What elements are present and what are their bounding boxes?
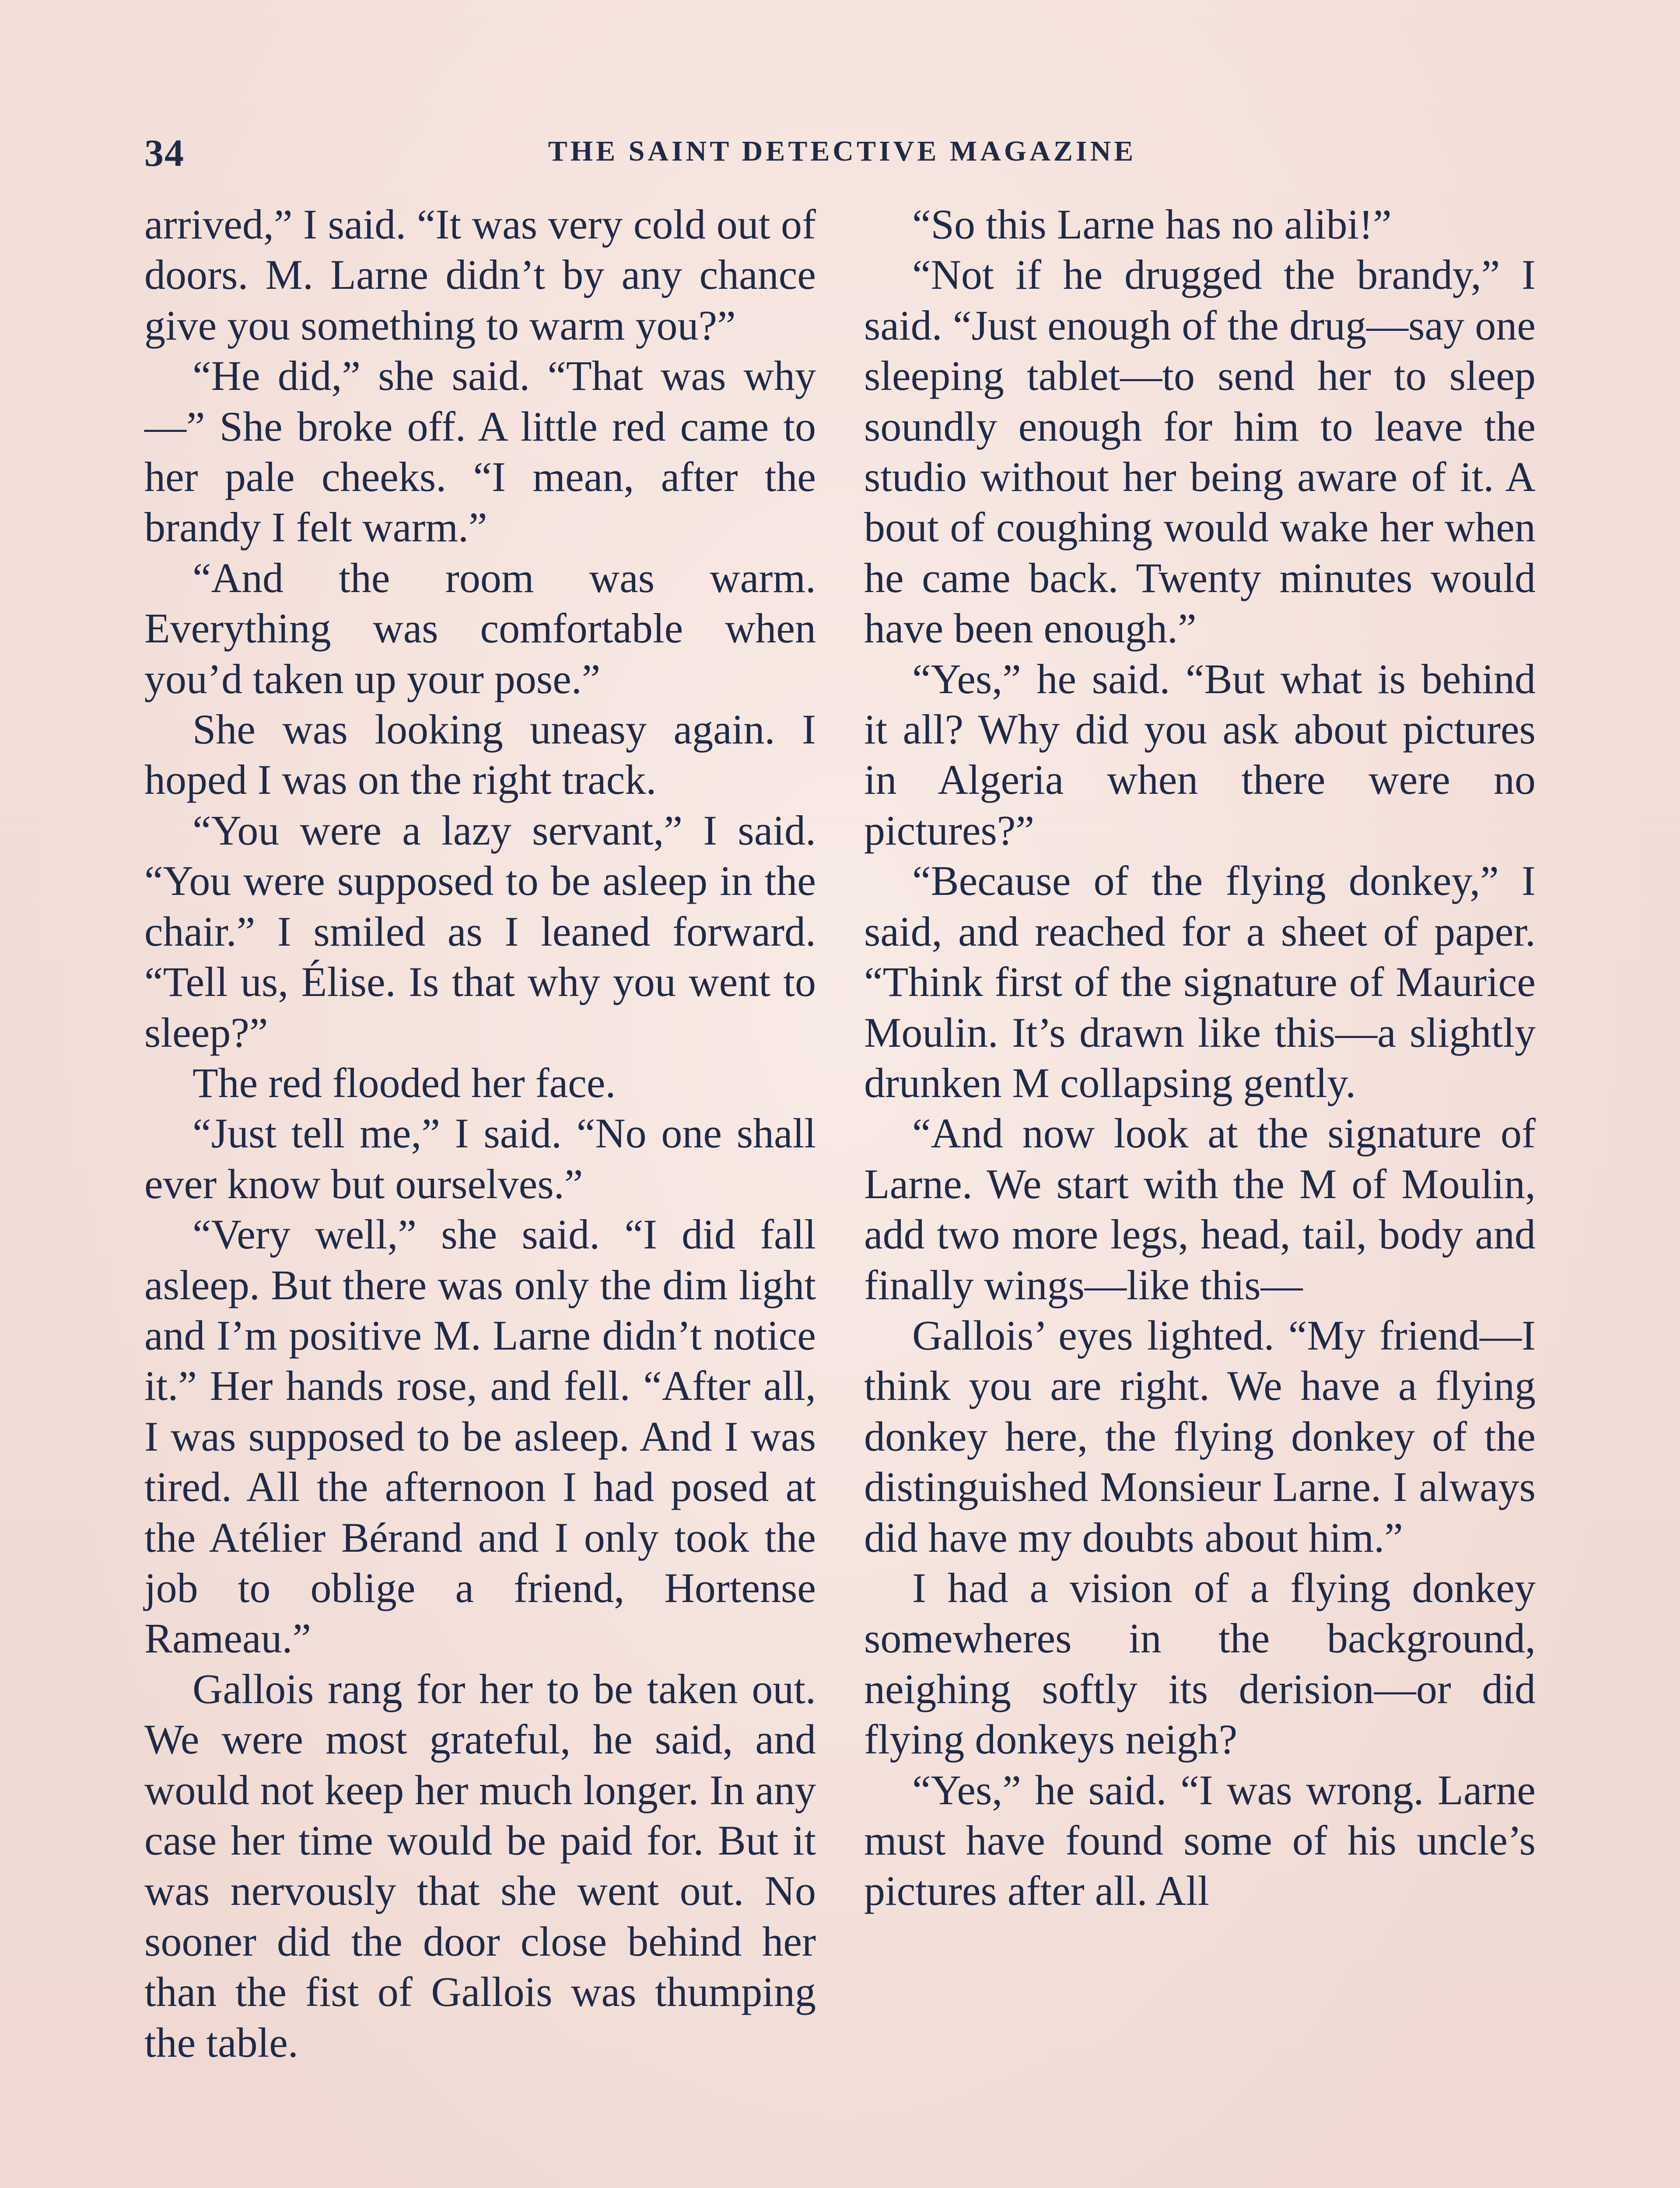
paragraph: “Yes,” he said. “I was wrong. Larne must have found some of his uncle’s pictures after all. All <box>864 1766 1536 1914</box>
text-column-left <box>144 199 816 2068</box>
running-head: THE SAINT DETECTIVE MAGAZINE <box>548 135 1137 167</box>
text-column-right <box>864 199 1536 1916</box>
paragraph: The red flooded her face. <box>192 1059 616 1106</box>
paragraph: I had a vision of a flying donkey somewheres in the background, neighing softly its derision—or did flying donkeys neigh? <box>864 1564 1536 1763</box>
paragraph: “Yes,” he said. “But what is behind it all? Why did you ask about pictures in Algeria when there were no pictures?” <box>864 655 1536 854</box>
paragraph: “And now look at the signature of Larne. We start with the M of Moulin, add two more legs, head, tail, body and finally wings—like this— <box>864 1110 1536 1308</box>
paragraph: “Not if he drugged the brandy,” I said. “Just enough of the drug—say one sleeping tablet—to send her to sleep soundly enough for him to leave the studio without her being aware of it. A bout of coughing would wake her when he came back. Twenty minutes would have been enough.” <box>864 251 1536 652</box>
paragraph: “Because of the flying donkey,” I said, and reached for a sheet of paper. “Think first of the signature of Maurice Moulin. It’s drawn like this—a slightly drunken M collapsing gently. <box>864 857 1536 1106</box>
paragraph: “You were a lazy servant,” I said. “You were supposed to be asleep in the chair.” I smiled as I leaned forward. “Tell us, Élise. Is that why you went to sleep?” <box>144 806 816 1056</box>
page-number: 34 <box>144 132 185 175</box>
paragraph: Gallois rang for her to be taken out. We were most grateful, he said, and would not keep her much longer. In any case her time would be paid for. But it was nervously that she went out. No sooner did the door close behind her than the fist of Gallois was thumping the table. <box>144 1665 816 2066</box>
paragraph: “So this Larne has no alibi!” <box>912 201 1392 248</box>
paragraph: arrived,” I said. “It was very cold out of doors. M. Larne didn’t by any chance give you something to warm you?” <box>144 201 816 349</box>
paragraph: “He did,” she said. “That was why—” She broke off. A little red came to her pale cheeks. “I mean, after the brandy I felt warm.” <box>144 352 816 551</box>
paragraph: “And the room was warm. Everything was comfortable when you’d taken up your pose.” <box>144 554 816 702</box>
paragraph: “Very well,” she said. “I did fall asleep. But there was only the dim light and I’m positive M. Larne didn’t notice it.” Her hands rose, and fell. “After all, I was supposed to be asleep. And I was tired. All the afternoon I had posed at the Atélier Bérand and I only took the job to oblige a friend, Hortense Rameau.” <box>144 1211 816 1662</box>
paragraph: Gallois’ eyes lighted. “My friend—I think you are right. We have a flying donkey here, the flying donkey of the distinguished Monsieur Larne. I always did have my doubts about him.” <box>864 1311 1536 1561</box>
paragraph: “Just tell me,” I said. “No one shall ever know but ourselves.” <box>144 1110 816 1207</box>
paragraph: She was looking uneasy again. I hoped I was on the right track. <box>144 706 816 803</box>
page-header <box>144 131 1540 179</box>
